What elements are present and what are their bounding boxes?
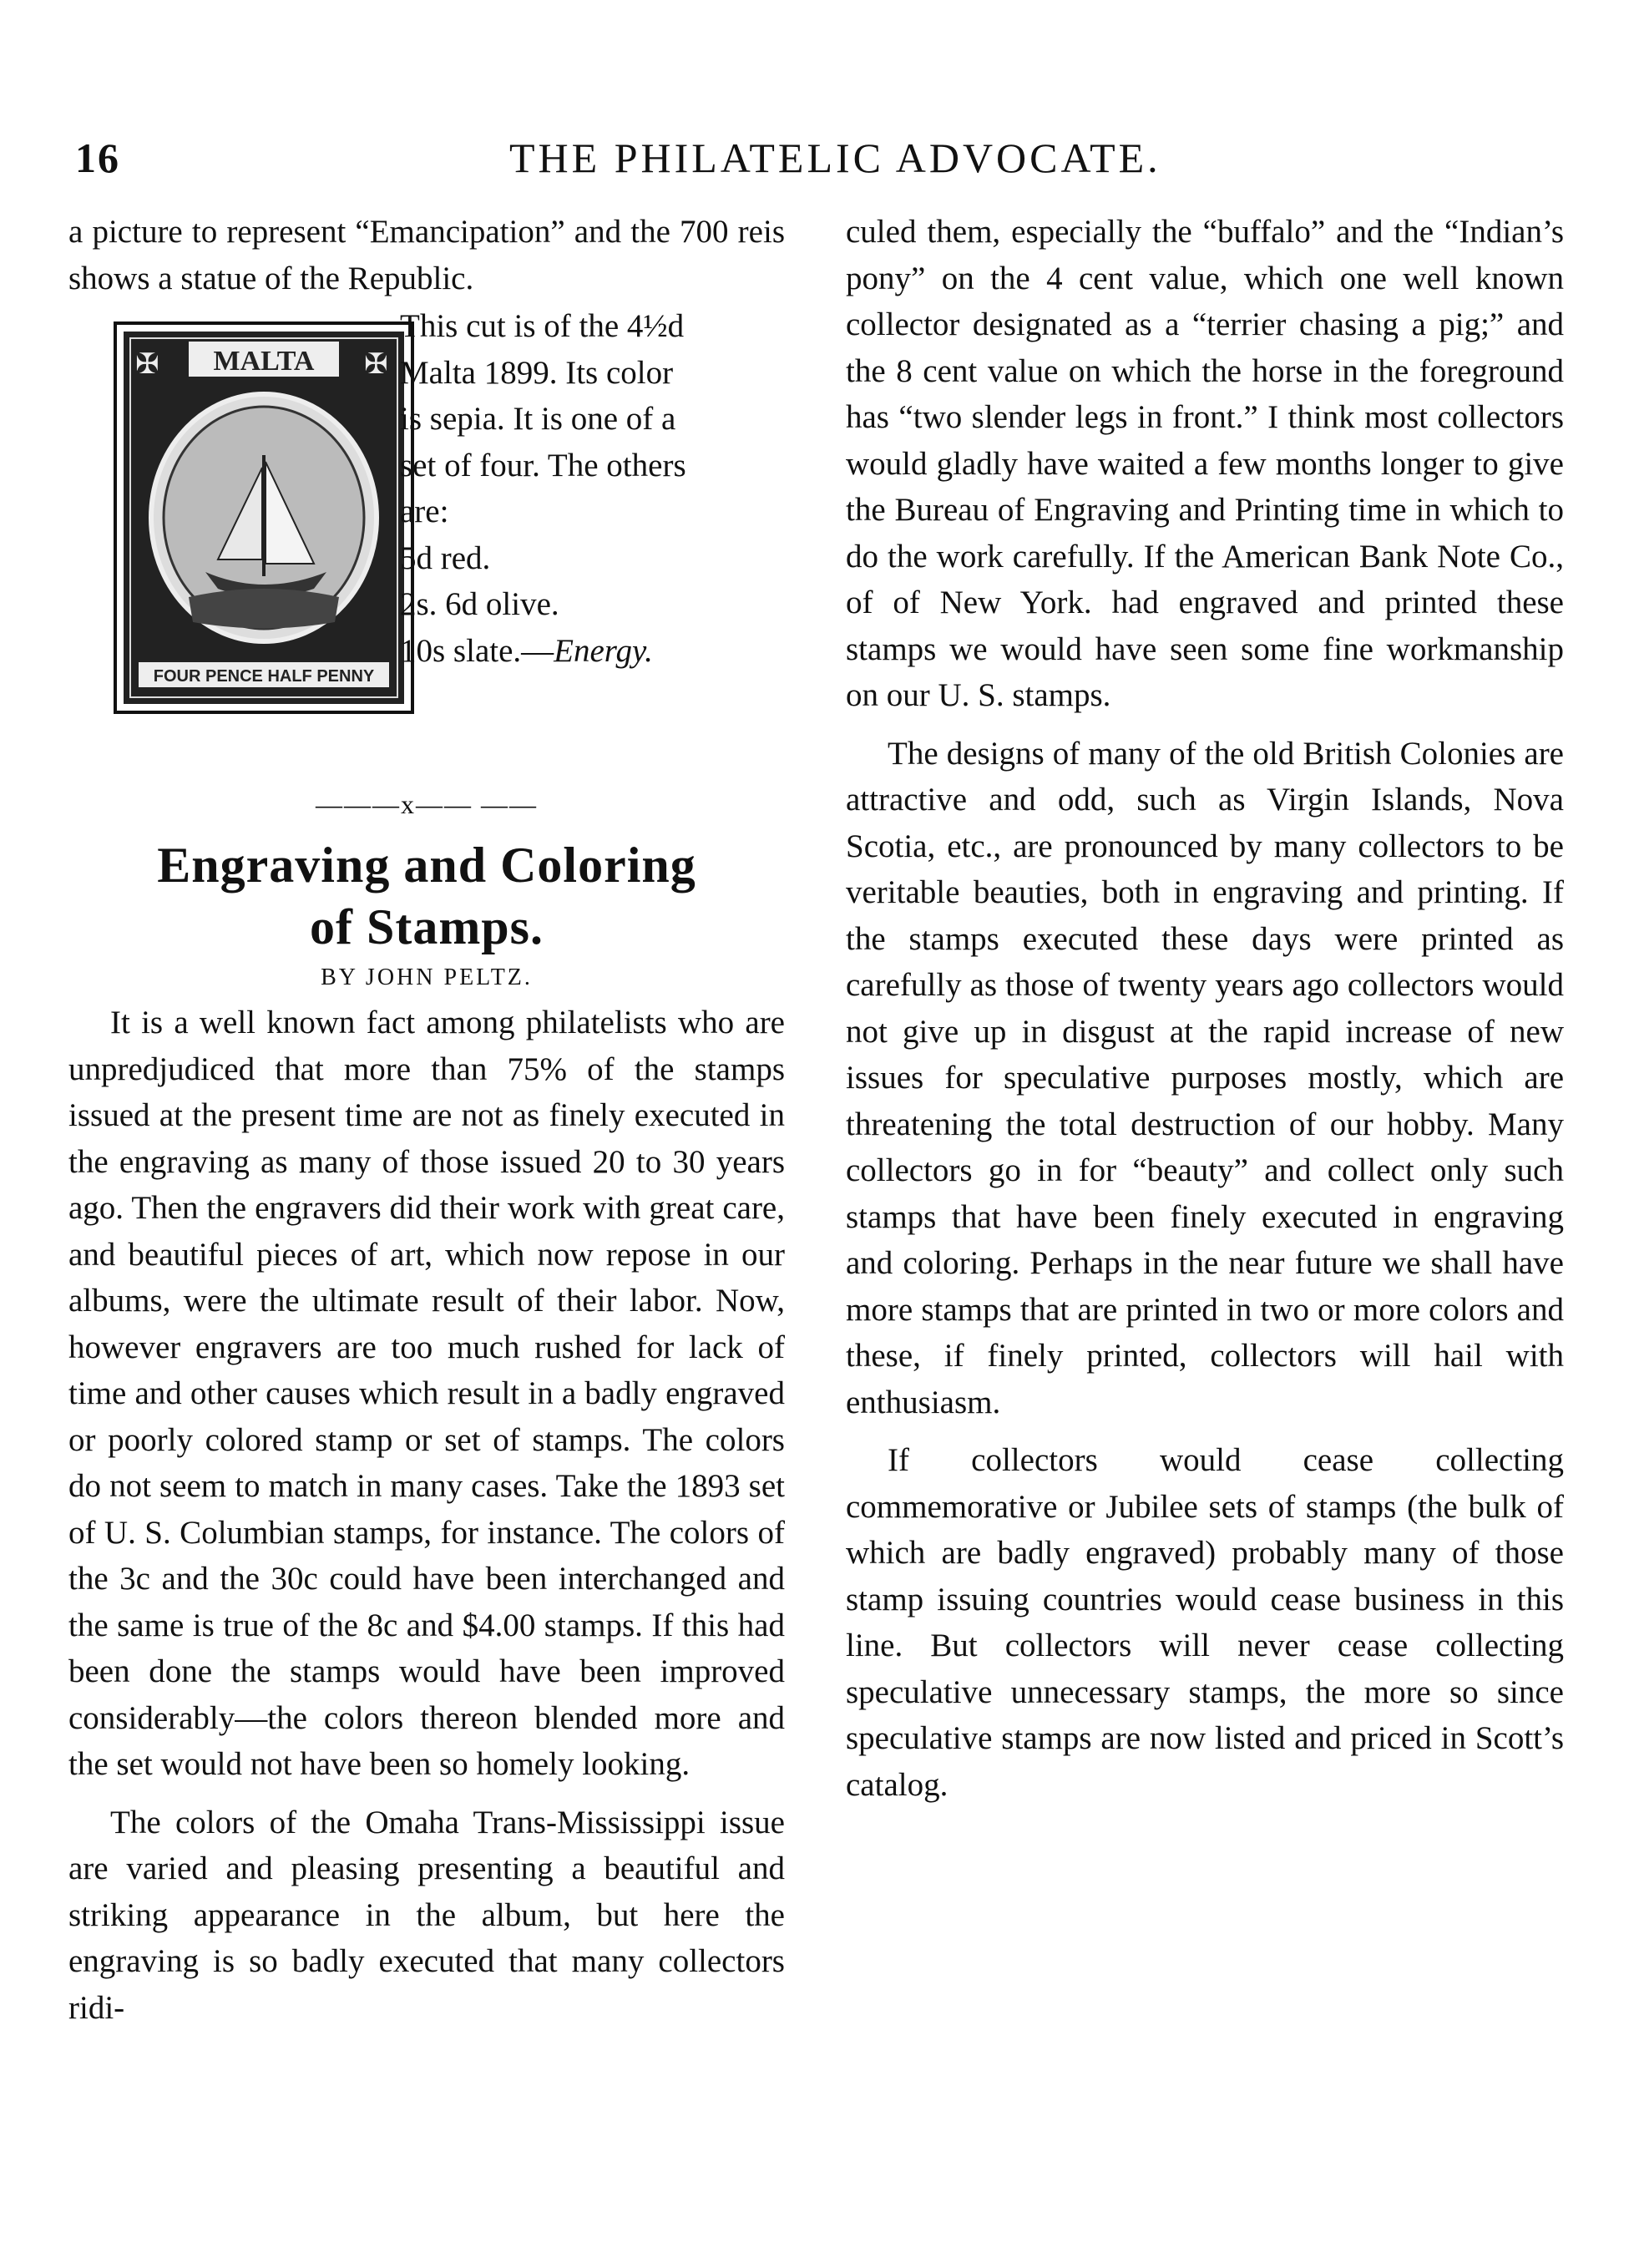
stamp-caption-line: 2s. 6d olive. bbox=[400, 586, 559, 622]
article-title bbox=[68, 834, 785, 958]
section-separator: ———x—— —— bbox=[316, 789, 538, 819]
body-paragraph: culed them, especially the “buffalo” and the “Indian’s pony” on the 4 cent value, which one well known collector designated as a “terrier chasing a pig;” and the 8 cent value on which the horse in the foreground has “two slender legs in front.” I think most collectors would gladly have waited a few months longer to give the Bureau of Engraving and Printing time in which to do the work carefully. If the American Bank Note Co., of of New York. had engraved and printed these stamps we would have seen some fine workmanship on our U. S. stamps. bbox=[846, 214, 1564, 713]
body-paragraph: It is a well known fact among philatelists who are unpredjudiced that more than 75% of the stamps issued at the present time are not as finely executed in the engraving as many of those issued 20 to 30 years ago. Then the engravers did their work with great care, and beautiful pieces of art, which now repose in our albums, were the ultimate result of their labor. Now, however engravers are too much rushed for lack of time and other causes which result in a badly engraved or poorly colored stamp or set of stamps. The colors do not seem to match in many cases. Take the 1893 set of U. S. Columbian stamps, for instance. The colors of the 3c and the 30c could have been interchanged and the same is true of the 8c and $4.00 stamps. If this had been done the stamps would have been improved considerably—the colors thereon blended more and the set would not have been so homely looking. bbox=[68, 1005, 785, 1782]
stamp-caption-line: This cut is of the 4½d bbox=[400, 308, 685, 344]
stamp-bottom-label: FOUR PENCE HALF PENNY bbox=[153, 667, 375, 686]
intro-paragraph: a picture to represent “Emancipation” and the 700 reis shows a statue of the Republic. bbox=[68, 214, 785, 296]
svg-text:✠: ✠ bbox=[135, 347, 159, 381]
article-title-line: Engraving and Coloring bbox=[157, 838, 696, 893]
source-credit: Energy. bbox=[554, 632, 653, 669]
running-title: THE PHILATELIC ADVOCATE. bbox=[509, 134, 1161, 181]
page-number: 16 bbox=[75, 134, 120, 181]
body-paragraph: If collectors would cease collecting commemorative or Jubilee sets of stamps (the bulk of which are badly engraved) probably many of those stamp issuing countries would cease business in this line. But collectors will never cease collecting speculative unnecessary stamps, the more so since speculative stamps are now listed and priced in Scott’s catalog. bbox=[846, 1442, 1564, 1803]
stamp-caption-line: is sepia. It is one of a bbox=[400, 401, 676, 437]
stamp-caption-line: Malta 1899. Its color bbox=[400, 354, 674, 391]
stamp-block bbox=[68, 303, 785, 779]
body-paragraph: The colors of the Omaha Trans-Mississippi issue are varied and pleasing presenting a beautiful and striking appearance in the album, but here the engraving is so badly executed that many collectors ridi- bbox=[68, 1804, 785, 2026]
stamp-caption-last-line bbox=[400, 628, 784, 675]
stamp-caption bbox=[400, 303, 784, 674]
byline: BY JOHN PELTZ. bbox=[321, 964, 533, 990]
right-column bbox=[846, 209, 1564, 1808]
stamp-top-label: MALTA bbox=[213, 346, 315, 377]
body-paragraph: The designs of many of the old British Colonies are attractive and odd, such as Virgin Islands, Nova Scotia, etc., are pronounced by many collectors to be veritable beauties, both in engraving and printing. If the stamps executed these days were printed as carefully as those of twenty years ago collectors would not give up in disgust at the rapid increase of new issues for speculative purposes mostly, which are threatening the total destruction of our hobby. Many collectors go in for “beauty” and collect only such stamps that have been finely executed in engraving and coloring. Perhaps in the near future we shall have more stamps that are printed in two or more colors and these, if finely printed, collectors will hail with enthusiasm. bbox=[846, 735, 1564, 1420]
page-header bbox=[75, 125, 1177, 200]
stamp-caption-line: are: bbox=[400, 494, 449, 529]
svg-text:✠: ✠ bbox=[364, 347, 388, 381]
article-title-line: of Stamps. bbox=[309, 899, 544, 954]
malta-stamp-illustration bbox=[114, 321, 414, 714]
stamp-caption-text: 10s slate.— bbox=[400, 632, 554, 669]
stamp-caption-line: 5d red. bbox=[400, 539, 491, 576]
left-column bbox=[68, 209, 785, 2031]
stamp-caption-line: set of four. The others bbox=[400, 447, 686, 483]
